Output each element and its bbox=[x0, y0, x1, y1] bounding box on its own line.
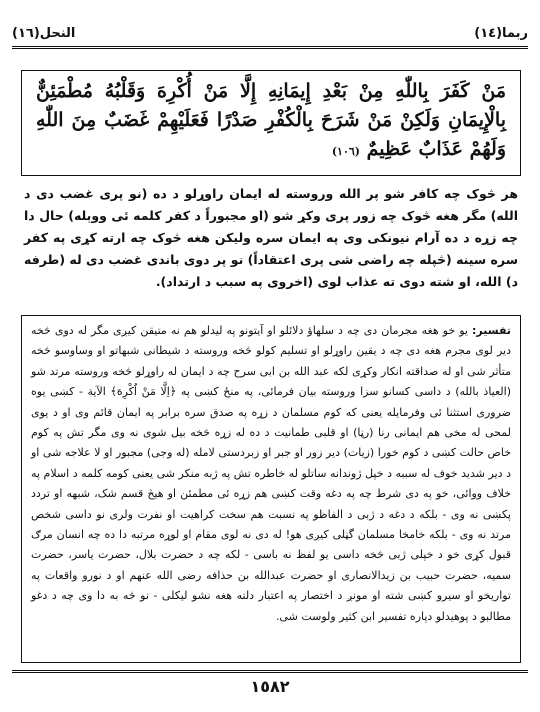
footer-rule bbox=[12, 670, 528, 673]
header-rule bbox=[12, 46, 528, 49]
translation-text: هر څوک چه کافر شو پر الله وروسته له ایمان راوړلو د ده (نو پری غضب دی د الله) مگر هغه څوک چه زور پری وکړ شو (او مجبوراً د کفر کلمه ئی ووېله) حال دا چه زړه د ده آرام نیونکی وی په ایمان سره ولیکن هغه څوک چه ارته کړی په کفر سره سینه (څپله چه راضی شی پری اعتقاداً) نو پر دوی باندی غضب دی له (طرفه د) الله، او شته دوی ته عذاب لوی (اخروی په سبب د ارتداد). bbox=[24, 186, 518, 289]
tafsir-box bbox=[21, 315, 521, 663]
ayah-number: ١٠٦ bbox=[337, 145, 355, 158]
ayah-box bbox=[21, 70, 521, 176]
running-header bbox=[12, 20, 528, 46]
header-surah-title: النحل(١٦) bbox=[12, 25, 76, 41]
header-juz-title: ربما(١٤) bbox=[474, 25, 528, 41]
ayah-number-marker: (١٠٦) bbox=[331, 145, 360, 158]
page-number: ١٥٨٢ bbox=[250, 677, 290, 696]
ayah-text: مَنْ كَفَرَ بِاللّٰهِ مِنْ بَعْدِ إِيمَانِهِ إِلَّا مَنْ أُكْرِهَ وَقَلْبُهُ مُطْمَئِنٌّ بِالْإِيمَانِ وَلَكِنْ مَنْ شَرَحَ بِالْكُفْرِ صَدْرًا فَعَلَيْهِمْ غَضَبٌ مِنَ اللّٰهِ وَلَهُمْ عَذَابٌ عَظِيمٌ bbox=[36, 80, 506, 160]
tafsir-body: یو خو هغه مجرمان دی چه د سلهاؤ دلائلو او آیتونو په لیدلو هم نه متیقن کیږی مگر له دوی څخه دیر لوی مجرم هغه دی چه د یقین راوړلو او تسلیم کولو څخه وروسته د شیطانی شبهاتو او وساوسو څخه متأثر شی او له صداقته انکار وکړی لکه عبد الله بن ابی سرح چه د ایمان له راوړلو څخه وروسته مرتد شو (العیاذ بالله) د داسی کسانو سزا وروسته بیان فرمائی، په منځ کښی په ﴿اِلَّا مَنْ اُكْرِهَ﴾ الآية - کښی یوه ضروری استثنا ئی وفرمایله یعنی که کوم مسلمان د زړه په صدق سره برابر په ایمان قائم وی او د یوی لمحی له مخی هم ایمانی رنا (رڼا) او قلبی طمانیت د ده له زړه څخه بیل شوی نه وی مگر تش په کوم خاص حالت کښی د کوم خورا (زیات) دیر زور او جبر او زبردستی لامله (له وجی) مجبور او لا علاجه شی او د دیر شدید خوف له سببه د خپل ژوندانه ساتلو له خاطره تش په ژبه منکر شی یعنی کومه کلمه د اسلام په خلاف ووائی، خو په دی شرط چه په دغه وقت کښی هم زړه ئی مطمئن او هیڅ قسم شک، شبهه او تردد پکښی نه وی - بلکه د دغه د ژبی د الفاظو په نسبت هم سخت کراهیت او نفرت ولری نو داسی شخص مرتد نه وی - بلکه خامخا مسلمان گڼلی کیږی هو! له دی نه لوی مقام او لوړه مرتبه دا ده چه انسان مرګ قبول کړی خو د خپلی ژبی څخه داسی یو لفظ نه باسی - لکه چه د حضرت بلال، حضرت یاسر، حضرت سمیه، حضرت حبیب بن زیدالانصاری او حضرت عبدالله بن حذافه رضی الله عنهم او د نورو واقعات په تواریخو او سیرو کښی شته او مونږ د اختصار په اعتبار دلته هغه نشو لیکلی - نو څه به دا وی چه د دغو مطالبو د پوهیدلو دپاره تفسیر ابن کثیر ولوست شی. bbox=[31, 324, 511, 623]
tafsir-label: تفسیر: bbox=[472, 324, 511, 337]
